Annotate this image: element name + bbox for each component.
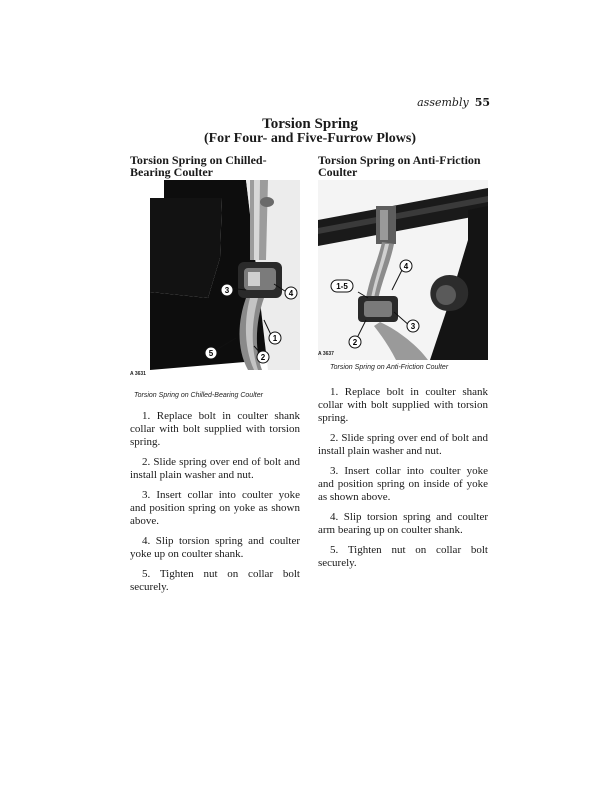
step-item: 5. Tighten nut on collar bolt securely.	[130, 568, 300, 593]
right-caption: Torsion Spring on Anti-Friction Coulter	[330, 364, 449, 371]
step-item: 2. Slide spring over end of bolt and install plain washer and nut.	[318, 432, 489, 457]
running-header	[400, 96, 490, 109]
callout-2	[348, 334, 362, 353]
section-name: assembly	[417, 96, 469, 109]
right-section-heading: Torsion Spring on Anti-Friction Coulter	[318, 153, 481, 179]
callout-text: 2	[352, 338, 358, 347]
callout-4	[284, 285, 298, 304]
callout-text: 1	[272, 334, 278, 343]
left-photo	[150, 180, 300, 370]
left-caption: Torsion Spring on Chilled-Bearing Coulter	[134, 392, 263, 399]
left-figure-number: A 3631	[130, 371, 146, 377]
callout-3	[220, 282, 234, 301]
step-item: 4. Slip torsion spring and coulter yoke up on coulter shank.	[130, 535, 300, 560]
callout-3	[406, 318, 420, 337]
callout-text: 1-5	[336, 282, 348, 291]
callout-text: 3	[224, 286, 230, 295]
right-figure-number: A 3637	[318, 351, 334, 357]
step-item: 2. Slide spring over end of bolt and install plain washer and nut.	[130, 456, 301, 481]
callout-2	[256, 349, 270, 368]
step-item: 3. Insert collar into coulter yoke and position spring on inside of yoke as shown above.	[318, 465, 488, 503]
left-section-heading: Torsion Spring on Chilled- Bearing Coulter	[130, 153, 267, 179]
right-photo	[318, 180, 488, 360]
callout-4	[399, 258, 413, 277]
callout-1	[268, 330, 282, 349]
callout-text: 2	[260, 353, 266, 362]
page-subtitle: (For Four- and Five-Furrow Plows)	[203, 131, 417, 146]
step-item: 3. Insert collar into coulter yoke and position spring on yoke as shown above.	[130, 489, 300, 527]
callout-5	[204, 345, 218, 364]
step-item: 1. Replace bolt in coulter shank collar with bolt supplied with torsion spring.	[318, 386, 489, 424]
right-steps	[318, 386, 488, 577]
step-item: 1. Replace bolt in coulter shank collar with bolt supplied with torsion spring.	[130, 410, 301, 448]
step-item: 5. Tighten nut on collar bolt securely.	[318, 544, 488, 569]
callout-1-5	[330, 278, 354, 297]
callout-text: 5	[208, 349, 214, 358]
page-number: 55	[474, 96, 490, 109]
callout-text: 4	[403, 262, 409, 271]
left-steps	[130, 410, 300, 601]
step-item: 4. Slip torsion spring and coulter arm bearing up on coulter shank.	[318, 511, 488, 536]
page-title: Torsion Spring	[262, 116, 358, 132]
callout-text: 3	[410, 322, 416, 331]
callout-text: 4	[288, 289, 294, 298]
